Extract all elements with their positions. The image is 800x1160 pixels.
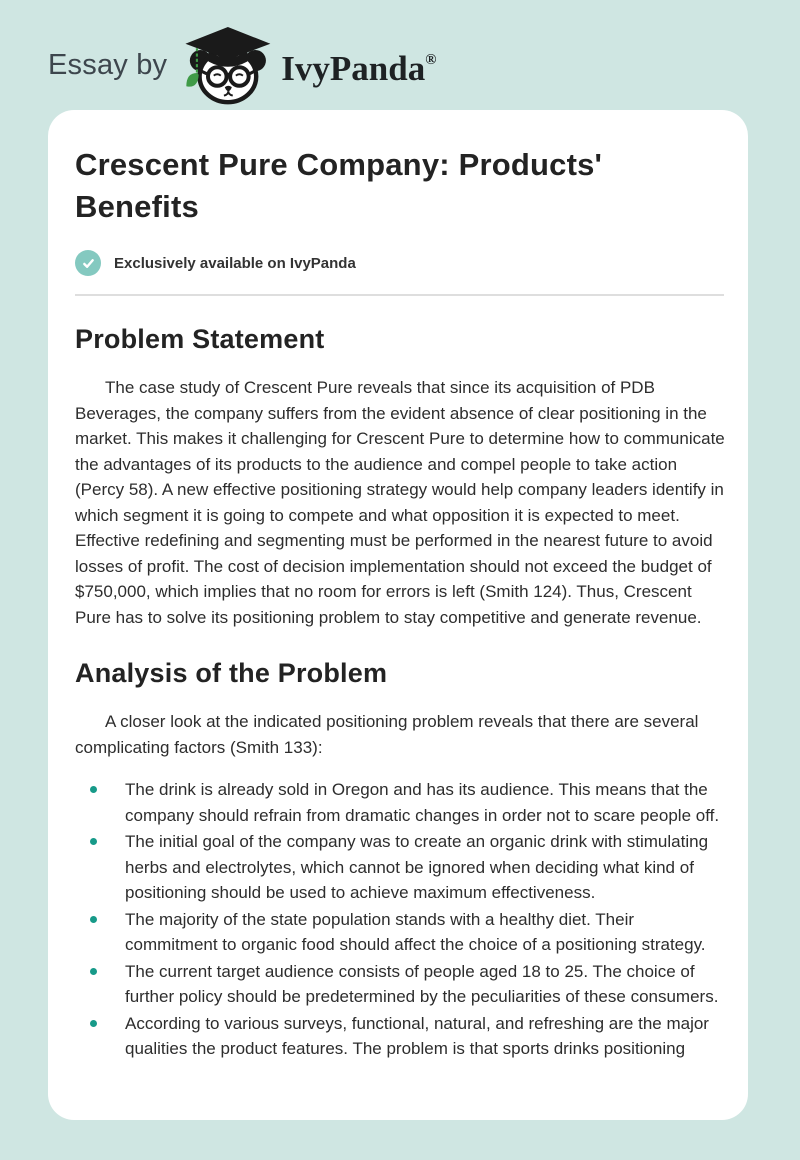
exclusive-badge [75,250,724,276]
check-icon [75,250,101,276]
bullet-icon [90,916,97,923]
registered-trademark: ® [425,51,437,68]
list-item [75,1011,725,1062]
list-item [75,777,725,828]
problem-statement-paragraph: The case study of Crescent Pure reveals that since its acquisition of PDB Beverages, the company suffers from the evident absence of clear positioning in the market. This makes it challenging for Crescent Pure to determine how to communicate the advantages of its products to the audience and compel people to take action (Percy 58). A new effective positioning strategy would help company leaders identify in which segment it is going to compete and what opposition it is expected to meet. Effective redefining and segmenting must be performed in the nearest future to avoid losses of profit. The cost of decision implementation should not exceed the budget of $750,000, which implies that no room for errors is left (Smith 124). Thus, Crescent Pure has to solve its positioning problem to stay competitive and generate revenue. [75,378,725,627]
divider [75,294,724,296]
exclusive-badge-label: Exclusively available on IvyPanda [114,254,356,272]
section-heading-problem-statement: Problem Statement [75,324,325,354]
bullet-icon [90,1020,97,1027]
section-heading-analysis: Analysis of the Problem [75,658,388,688]
list-item-text: According to various surveys, functional, natural, and refreshing are the major qualities the product features. The problem is that sports drinks positioning [125,1013,709,1058]
list-item-text: The initial goal of the company was to create an organic drink with stimulating herbs and electrolytes, which cannot be ignored when deciding what kind of positioning should be used to achieve maximum effectiveness. [125,832,709,902]
essay-by-label: Essay by [48,48,168,81]
page-header [0,0,800,104]
panda-graduate-icon [181,25,273,105]
bullet-icon [90,968,97,975]
list-item-text: The drink is already sold in Oregon and has its audience. This means that the company should refrain from dramatic changes in order not to scare people off. [125,780,720,825]
list-item [75,959,725,1010]
list-item-text: The majority of the state population stands with a healthy diet. Their commitment to organic food should affect the choice of a positioning strategy. [125,909,706,954]
brand-name-text: IvyPanda [281,48,426,88]
list-item [75,829,725,906]
essay-card [48,110,748,1120]
analysis-intro-paragraph: A closer look at the indicated positioning problem reveals that there are several complicating factors (Smith 133): [75,712,699,757]
bullet-icon [90,786,97,793]
list-item-text: The current target audience consists of people aged 18 to 25. The choice of further policy should be predetermined by the peculiarities of these consumers. [125,961,719,1006]
complicating-factors-list [75,777,725,1062]
page-title: Crescent Pure Company: Products' Benefits [75,147,603,224]
bullet-icon [90,838,97,845]
brand-name [281,48,437,88]
list-item [75,907,725,958]
